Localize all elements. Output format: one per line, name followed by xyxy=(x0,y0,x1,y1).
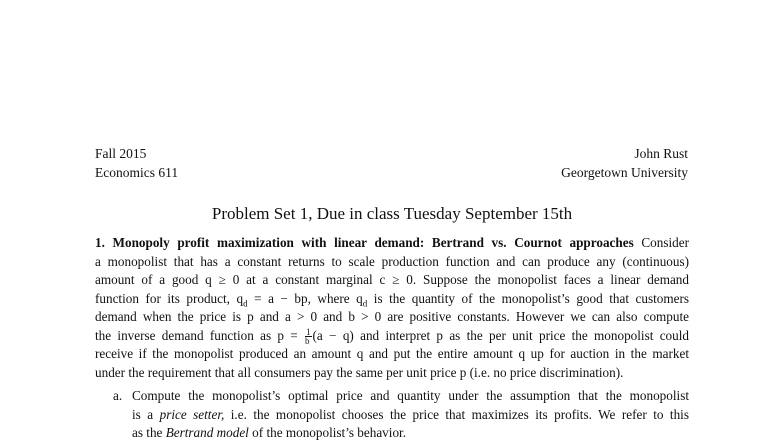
author-affiliation: Georgetown University xyxy=(561,165,688,180)
document-title: Problem Set 1, Due in class Tuesday September 15th xyxy=(211,204,573,223)
problem-line-4: function for its product, $q_d = a$ − bp, where $q_d$ is the quantity of the monopolist’s good that customers xyxy=(95,290,689,309)
problem-line-1: 1. Monopoly profit maximization with linear demand: Bertrand vs. Cournot approaches Consider xyxy=(95,235,689,250)
problem-line-6: the inverse demand function as p = $\frac{1}{b}$ (a − q) and interpret p as the per unit price the monopolist could xyxy=(95,326,689,346)
part-a xyxy=(113,387,689,443)
problem-line-7: receive if the monopolist produced an amount q and put the entire amount q up for auction in the market xyxy=(95,346,689,361)
course-label: Economics 611 xyxy=(95,165,179,180)
fraction-one-over-b: $\frac{1}{b}$ xyxy=(305,326,311,346)
header-left xyxy=(95,144,178,182)
part-a-label: a. xyxy=(113,388,123,403)
problem-line-5: demand when the price is p and a > 0 and b > 0 are positive constants. However we can also compute xyxy=(95,309,689,324)
header-right xyxy=(561,144,688,182)
author-name: John Rust xyxy=(634,146,688,161)
part-a-line-2: is a price setter, i.e. the monopolist chooses the price that maximizes its profits. We refer to this xyxy=(132,406,689,422)
problem-line-2: a monopolist that has a constant returns to scale production function and can produce any (continuous) xyxy=(95,253,689,269)
problem-line-8: under the requirement that all consumers pay the same per unit price p (i.e. no price discrimination). xyxy=(95,364,624,380)
semester-label: Fall 2015 xyxy=(95,146,147,161)
part-a-line-1: a. Compute the monopolist’s optimal price and quantity under the assumption that the monopolist xyxy=(113,387,689,406)
problem-1-heading: 1. Monopoly profit maximization with linear demand: Bertrand vs. Cournot approaches xyxy=(95,235,634,250)
problem-1-paragraph xyxy=(95,234,689,382)
part-a-line-3: as the Bertrand model of the monopolist’s behavior. xyxy=(132,425,406,440)
problem-line-3: amount of a good q ≥ 0 at a constant marginal c ≥ 0. Suppose the monopolist faces a linear demand xyxy=(95,272,689,287)
